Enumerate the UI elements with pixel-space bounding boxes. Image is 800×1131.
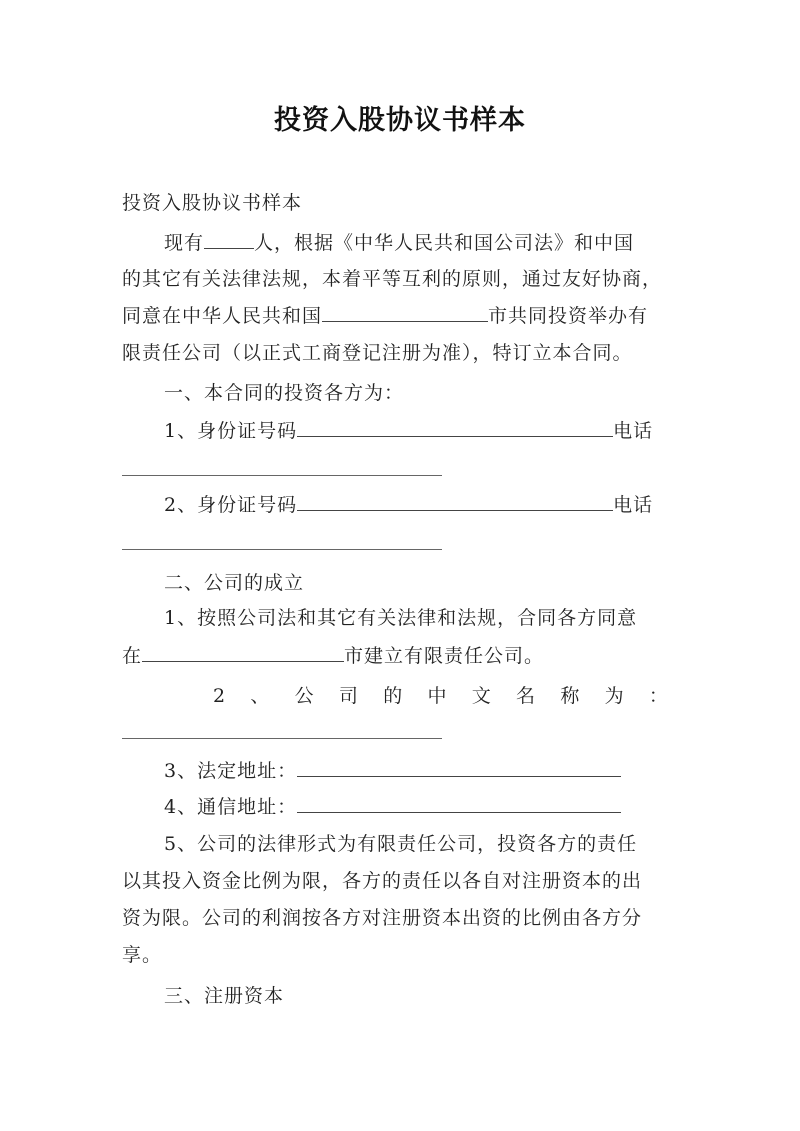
text: 在 bbox=[122, 645, 143, 667]
text: 电话 bbox=[613, 420, 654, 442]
char: 司 bbox=[338, 685, 358, 707]
text: 4、通信地址： bbox=[164, 796, 298, 818]
text: 2、身份证号码 bbox=[164, 494, 298, 516]
char: 中 bbox=[427, 685, 447, 707]
char: 为 bbox=[604, 685, 624, 707]
text: 电话 bbox=[613, 494, 654, 516]
section2-item5-line1: 5、公司的法律形式为有限责任公司，投资各方的责任 bbox=[164, 833, 638, 855]
blank-city bbox=[322, 303, 488, 322]
paragraph-intro-line3 bbox=[122, 301, 648, 331]
char: 称 bbox=[560, 685, 580, 707]
section2-item4 bbox=[164, 792, 621, 822]
section1-heading: 一、本合同的投资各方为： bbox=[164, 382, 405, 404]
blank-mailing-address bbox=[297, 794, 621, 813]
document-subtitle: 投资入股协议书样本 bbox=[122, 192, 303, 214]
char: 公 bbox=[294, 685, 314, 707]
blank-legal-address bbox=[297, 758, 621, 777]
paragraph-intro-line4: 限责任公司（以正式工商登记注册为准），特订立本合同。 bbox=[122, 342, 633, 364]
section1-item2 bbox=[164, 490, 653, 520]
section2-item1-line2 bbox=[122, 641, 544, 671]
char: 的 bbox=[383, 685, 403, 707]
text: 3、法定地址： bbox=[164, 760, 298, 782]
section2-item5-line2: 以其投入资金比例为限，各方的责任以各自对注册资本的出 bbox=[122, 870, 643, 892]
section2-heading: 二、公司的成立 bbox=[164, 572, 305, 594]
text: 人，根据《中华人民共和国公司法》和中国 bbox=[254, 232, 635, 254]
char: 、 bbox=[250, 685, 270, 707]
blank-id-number-1 bbox=[297, 418, 613, 437]
section3-heading: 三、注册资本 bbox=[164, 985, 285, 1007]
section2-item5-line4: 享。 bbox=[122, 944, 163, 966]
blank-phone-1 bbox=[122, 475, 442, 476]
text: 市共同投资举办有 bbox=[488, 305, 649, 327]
section1-item1 bbox=[164, 416, 653, 446]
text: 市建立有限责任公司。 bbox=[344, 645, 545, 667]
char: 2 bbox=[213, 685, 226, 707]
paragraph-intro-line1 bbox=[164, 228, 634, 258]
section2-item3 bbox=[164, 756, 621, 786]
blank-company-name bbox=[122, 738, 442, 739]
blank-company-city bbox=[142, 643, 344, 662]
blank-party-count bbox=[204, 230, 254, 249]
document-title: 投资入股协议书样本 bbox=[274, 105, 526, 136]
text: 同意在中华人民共和国 bbox=[122, 305, 323, 327]
section2-item2 bbox=[213, 681, 668, 711]
section2-item5-line3: 资为限。公司的利润按各方对注册资本出资的比例由各方分 bbox=[122, 907, 643, 929]
char: 文 bbox=[471, 685, 491, 707]
char: ： bbox=[648, 685, 668, 707]
text: 现有 bbox=[164, 232, 205, 254]
blank-phone-2 bbox=[122, 549, 442, 550]
char: 名 bbox=[516, 685, 536, 707]
blank-id-number-2 bbox=[297, 492, 613, 511]
text: 1、身份证号码 bbox=[164, 420, 298, 442]
paragraph-intro-line2: 的其它有关法律法规，本着平等互利的原则，通过友好协商， bbox=[122, 268, 663, 290]
section2-item1-line1: 1、按照公司法和其它有关法律和法规，合同各方同意 bbox=[164, 607, 638, 629]
